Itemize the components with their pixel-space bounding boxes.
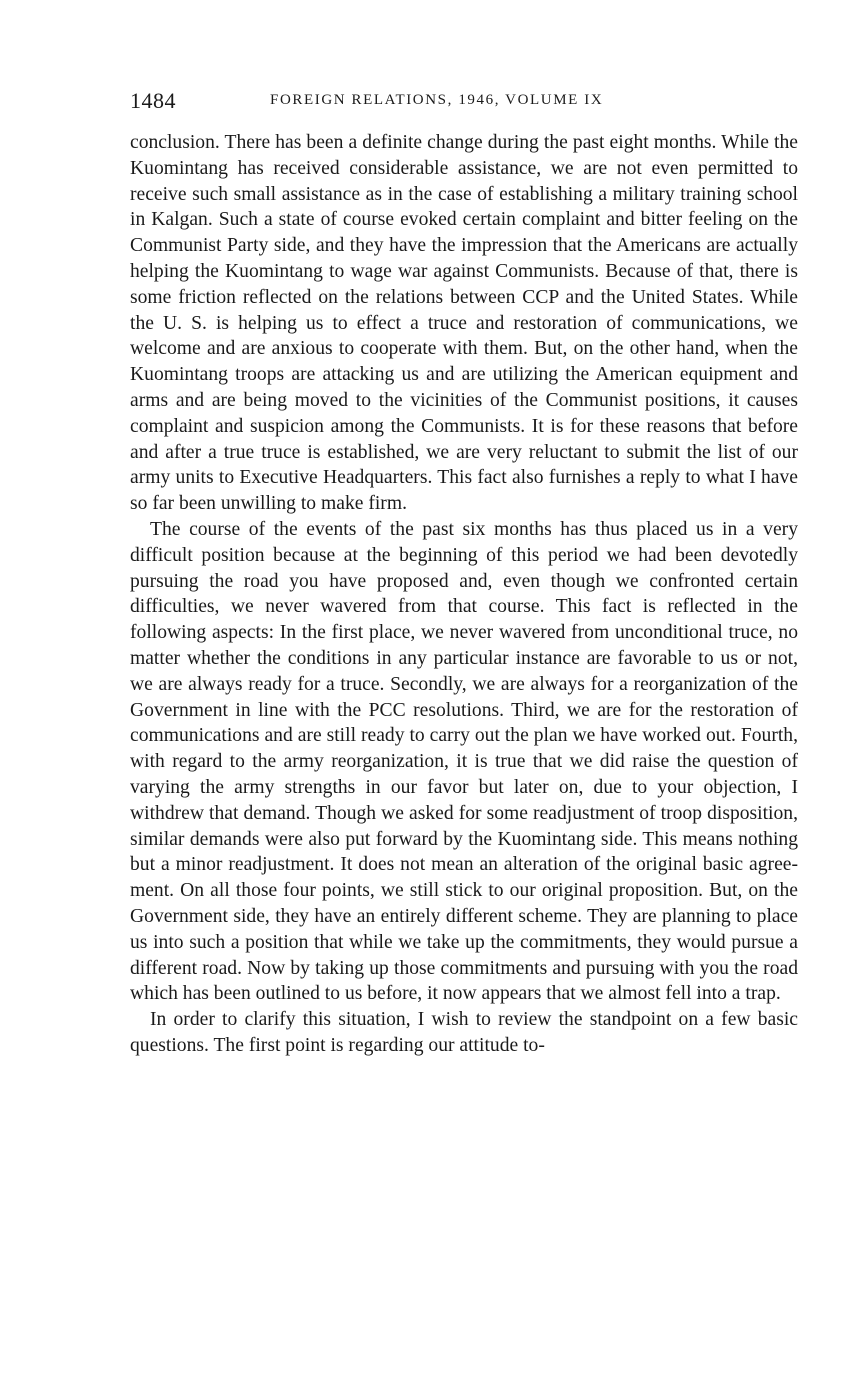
page-number: 1484 <box>130 88 176 113</box>
paragraph-clarify-situation: In order to clarify this situation, I wish to review the standpoint on a few basic questions. The first point is regarding our attitude to- <box>130 1009 798 1056</box>
paragraph-course-of-events: The course of the events of the past six months has thus placed us in a very difficult position because at the beginning of this period we had been devotedly pursuing the road you have proposed and, even though we confronted certain difficulties, we never wavered from that course. This fact is reflected in the following aspects: In the first place, we never wavered from unconditional truce, no matter whether the conditions in any particular instance are favorable to us or not, we are always ready for a truce. Secondly, we are always for a reorganization of the Government in line with the PCC resolutions. Third, we are for the restoration of communications and are still ready to carry out the plan we have worked out. Fourth, with regard to the army reorganization, it is true that we did raise the question of varying the army strengths in our favor but later on, due to your objection, I withdrew that demand. Though we asked for some readjustment of troop disposition, similar demands were also put forward by the Kuomintang side. This means nothing but a minor readjustment. It does not mean an alteration of the original basic agreement. On all those four points, we still stick to our original proposition. But, on the Government side, they have an entirely different scheme. They are planning to place us into such a position that while we take up the commitments, they would pursue a different road. Now by taking up those commitments and pursuing with you the road which has been outlined to us before, it now appears that we almost fell into a trap. <box>130 518 798 1005</box>
running-title: FOREIGN RELATIONS, 1946, VOLUME IX <box>270 92 604 108</box>
body-text <box>130 130 798 1059</box>
page-header <box>130 88 798 114</box>
paragraph-continuation: conclusion. There has been a definite change during the past eight months. While the Kuomintang has received considerable assistance, we are not even permitted to receive such small assistance as in the case of establishing a military training school in Kalgan. Such a state of course evoked certain complaint and bitter feeling on the Communist Party side, and they have the impression that the Americans are actually helping the Kuomintang to wage war against Communists. Because of that, there is some friction reflected on the relations between CCP and the United States. While the U. S. is helping us to effect a truce and restoration of communications, we welcome and are anxious to cooperate with them. But, on the other hand, when the Kuomintang troops are attacking us and are utilizing the American equipment and arms and are being moved to the vicinities of the Communist positions, it causes complaint and suspicion among the Communists. It is for these reasons that before and after a true truce is established, we are very reluctant to submit the list of our army units to Executive Headquarters. This fact also furnishes a reply to what I have so far been unwilling to make firm. <box>130 132 798 515</box>
